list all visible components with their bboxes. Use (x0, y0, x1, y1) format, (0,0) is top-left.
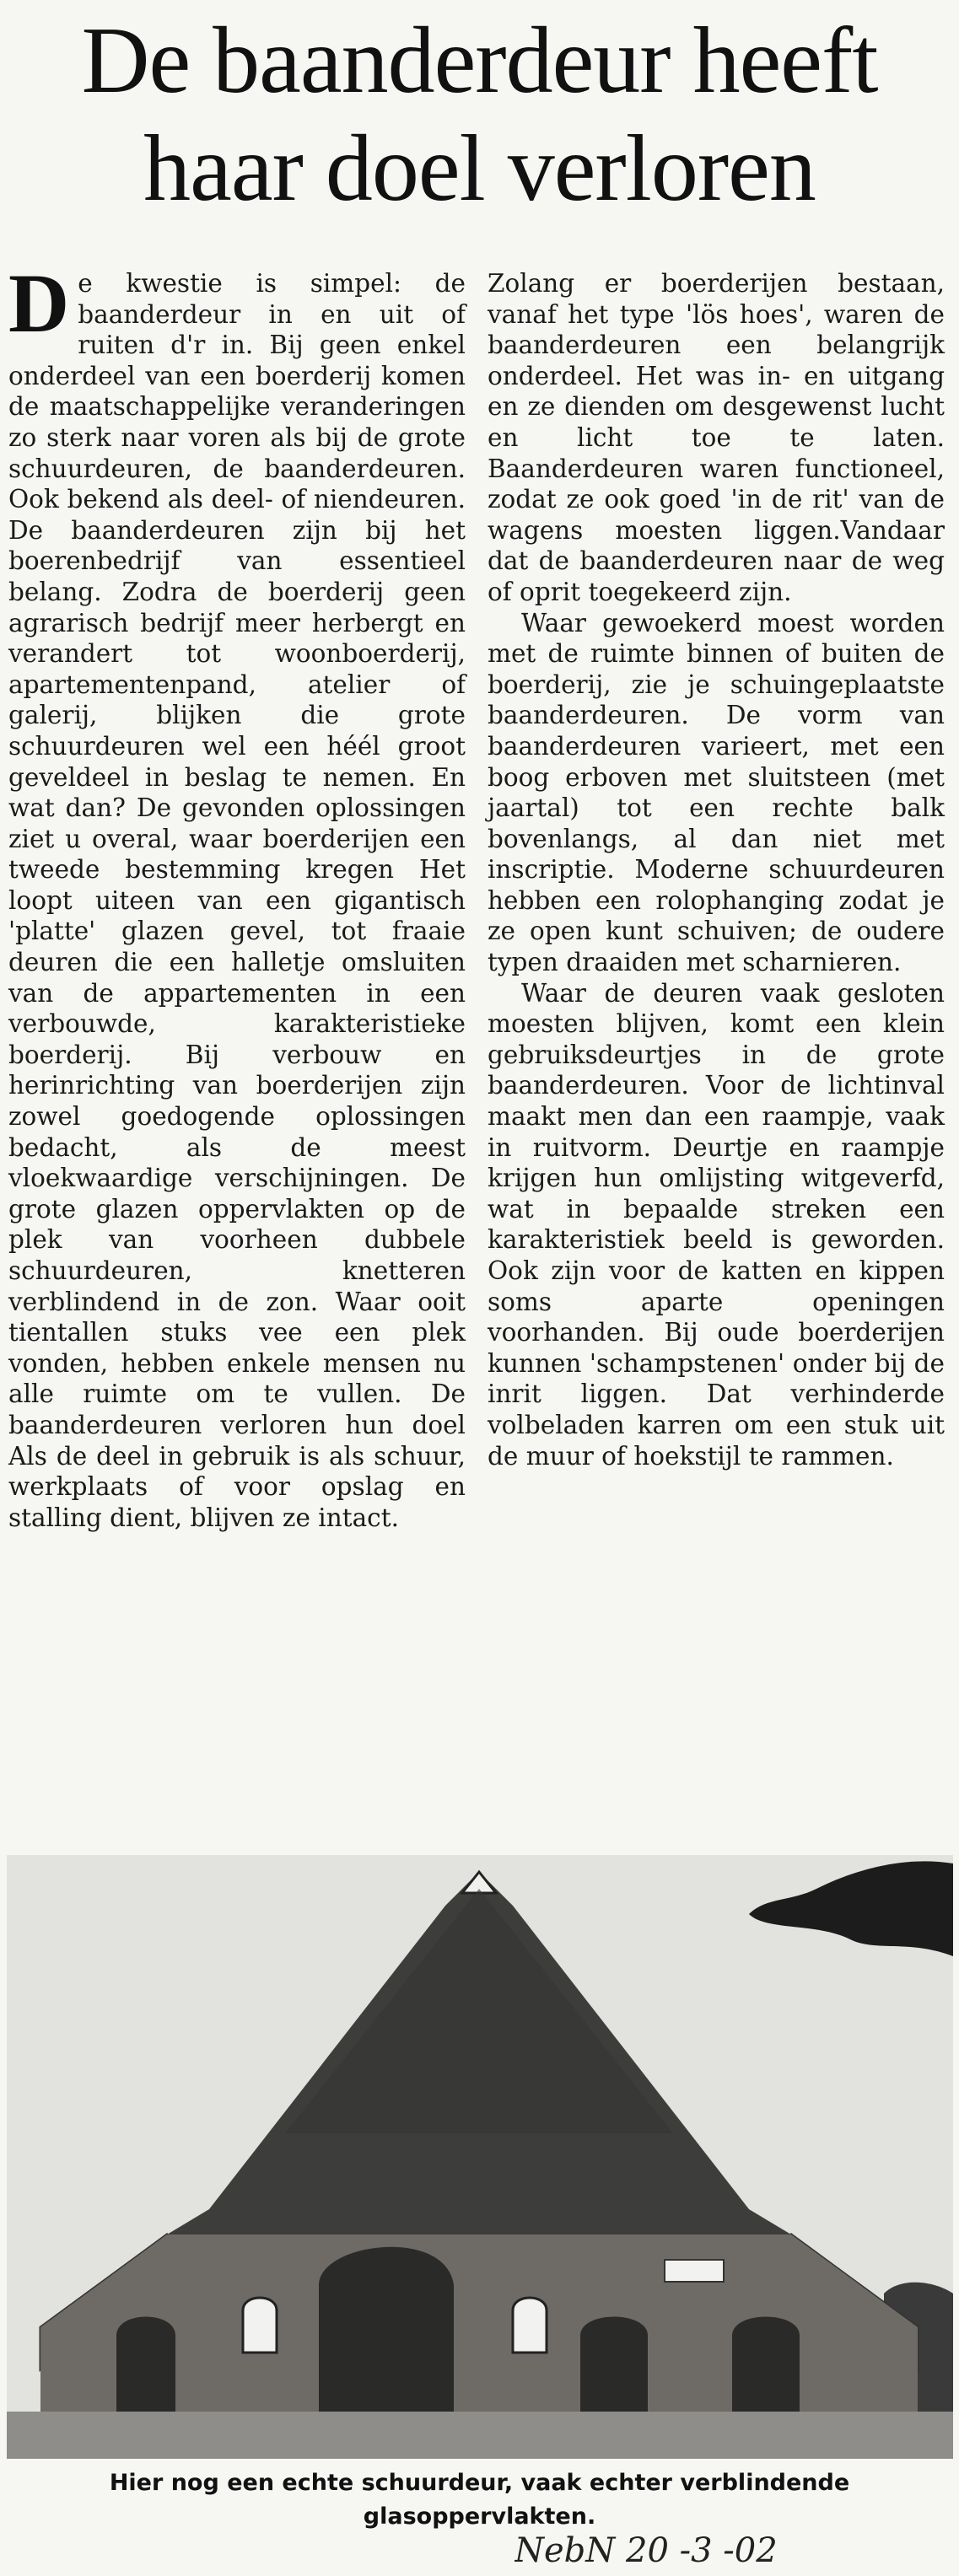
window-right (513, 2298, 547, 2353)
barn-door-arch (319, 2247, 454, 2412)
ground (7, 2412, 953, 2459)
farmhouse-illustration (7, 1855, 953, 2459)
caption-line-2: glasoppervlakten. (363, 2503, 596, 2530)
column-1-paragraph (8, 256, 466, 1533)
column-2-paragraph-1: Zolang er boerderijen bestaan, vanaf het type 'lös hoes', waren de baanderdeuren een belangrijk onderdeel. Het was in- en uitgang en ze dienden om desgewenst lucht en licht toe te laten. Baanderdeuren waren functioneel, zodat ze ook goed 'in de rit' van de wagens moesten liggen.Vandaar dat de baanderdeuren naar de weg of oprit toegekeerd zijn. (488, 269, 945, 606)
farmhouse-photo (7, 1855, 953, 2459)
column-1-text: e kwestie is simpel: de baanderdeur in en uit of ruiten d'r in. Bij geen enkel onderdeel van een boerderij komen de maatschappelijke veranderingen zo sterk naar voren als bij de grote schuurdeuren, de baanderdeuren. Ook bekend als deel- of niendeuren. De baanderdeuren zijn bij het boerenbedrijf van essentieel belang. Zodra de boerderij geen agrarisch bedrijf meer herbergt en verandert tot woonboerderij, apartementenpand, atelier of galerij, blijken die grote schuurdeuren wel een héél groot geveldeel in beslag te nemen. En wat dan? De gevonden oplossingen ziet u overal, waar boerderijen een tweede bestemming kregen Het loopt uiteen van een gigantisch 'platte' glazen gevel, tot fraaie deuren die een halletje omsluiten van de appartementen in een verbouwde, karakteristieke boerderij. Bij verbouw en herinrichting van boerderijen zijn zowel goedogende oplossingen bedacht, als de meest vloekwaardige verschijningen. De grote glazen oppervlakten op de plek van voorheen dubbele schuurdeuren, knetteren verblindend in de zon. Waar ooit tientallen stuks vee een plek vonden, hebben enkele mensen nu alle ruimte om te vullen. De baanderdeuren verloren hun doel Als de deel in gebruik is als schuur, werkplaats of voor opslag en stalling dient, blijven ze intact. (8, 269, 466, 1532)
side-door-center (580, 2317, 648, 2412)
side-door-left (116, 2317, 175, 2412)
wall-plaque (665, 2260, 724, 2282)
column-2-paragraph-2: Waar gewoekerd moest worden met de ruimte binnen of buiten de boerderij, zie je schuingeplaatste baanderdeuren. De vorm van baanderdeuren varieert, met een boog erboven met sluitsteen (met jaartal) tot een rechte balk bovenlangs, al dan niet met inscriptie. Moderne schuurdeuren hebben een rolophanging zodat je ze open kunt schuiven; de oudere typen draaiden met scharnieren. (488, 608, 945, 977)
headline (0, 7, 959, 223)
photo-caption (0, 2466, 959, 2534)
caption-line-1: Hier nog een echte schuurdeur, vaak echter verblindende (109, 2470, 850, 2496)
side-door-right (732, 2317, 800, 2412)
article-column-2 (488, 268, 945, 1471)
handwritten-date-note (515, 2528, 919, 2572)
headline-line-1: De baanderdeur heeft (81, 8, 878, 113)
column-2-paragraph-3: Waar de deuren vaak gesloten moesten blijven, komt een klein gebruiksdeurtjes in de grote baanderdeuren. Voor de lichtinval maakt men dan een raampje, vaak in ruitvorm. Deurtje en raampje krijgen hun omlijsting witgeverfd, wat in bepaalde streken een karakteristiek beeld is geworden. Ook zijn voor de katten en kippen soms aparte openingen voorhanden. Bij oude boerderijen kunnen 'schampstenen' onder bij de inrit liggen. Dat verhinderde volbeladen karren om een stuk uit de muur of hoekstijl te rammen. (488, 978, 945, 1471)
window-left (243, 2298, 277, 2353)
drop-cap: D (8, 256, 70, 350)
headline-line-2: haar doel verloren (143, 116, 816, 221)
handwritten-note-text: NebN 20 -3 -02 (515, 2531, 778, 2570)
article-column-1 (8, 256, 466, 1533)
